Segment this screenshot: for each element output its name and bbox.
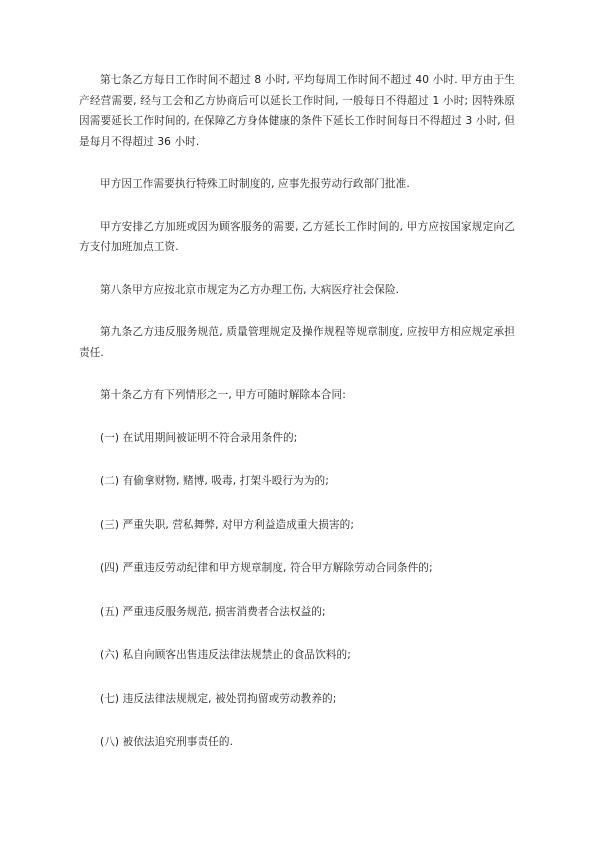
paragraph-special-hours: 甲方因工作需要执行特殊工时制度的, 应事先报劳动行政部门批准. [100,178,410,190]
paragraph-article-10: 第十条乙方有下列情形之一, 甲方可随时解除本合同: [100,389,346,401]
list-item: (二) 有偷拿财物, 赌博, 吸毒, 打架斗殴行为为的; [100,475,329,487]
list-item: (五) 严重违反服务规范, 损害消费者合法权益的; [100,605,326,618]
list-item: (一) 在试用期间被证明不符合录用条件的; [100,431,298,444]
list-item: (七) 违反法律法规规定, 被处罚拘留或劳动教养的; [100,692,337,705]
paragraph-article-7: 第七条乙方每日工作时间不超过 8 小时, 平均每周工作时间不超过 40 小时. 甲方由于生产经营需要, 经与工会和乙方协商后可以延长工作时间, 一般每日不得超过 1 小时; 因特殊原因需要延长工作时间的, 在保障乙方身体健康的条件下延长工作时间每日不得超过 3 小时, 但是每月不得超过 36 小时. [79,74,515,148]
document-body [79,70,515,776]
list-item: (八) 被依法追究刑事责任的. [100,736,234,748]
list-item: (三) 严重失职, 营私舞弊, 对甲方利益造成重大损害的; [100,518,355,531]
paragraph-article-9: 第九条乙方违反服务规范, 质量管理规定及操作规程等规章制度, 应按甲方相应规定承担责任. [79,326,515,359]
paragraph-overtime-pay: 甲方安排乙方加班或因为顾客服务的需要, 乙方延长工作时间的, 甲方应按国家规定向乙方支付加班加点工资. [79,220,515,253]
paragraph-article-8: 第八条甲方应按北京市规定为乙方办理工伤, 大病医疗社会保险. [100,283,400,296]
list-item: (六) 私自向顾客出售违反法律法规禁止的食品饮料的; [100,649,351,661]
list-item: (四) 严重违反劳动纪律和甲方规章制度, 符合甲方解除劳动合同条件的; [100,562,433,574]
